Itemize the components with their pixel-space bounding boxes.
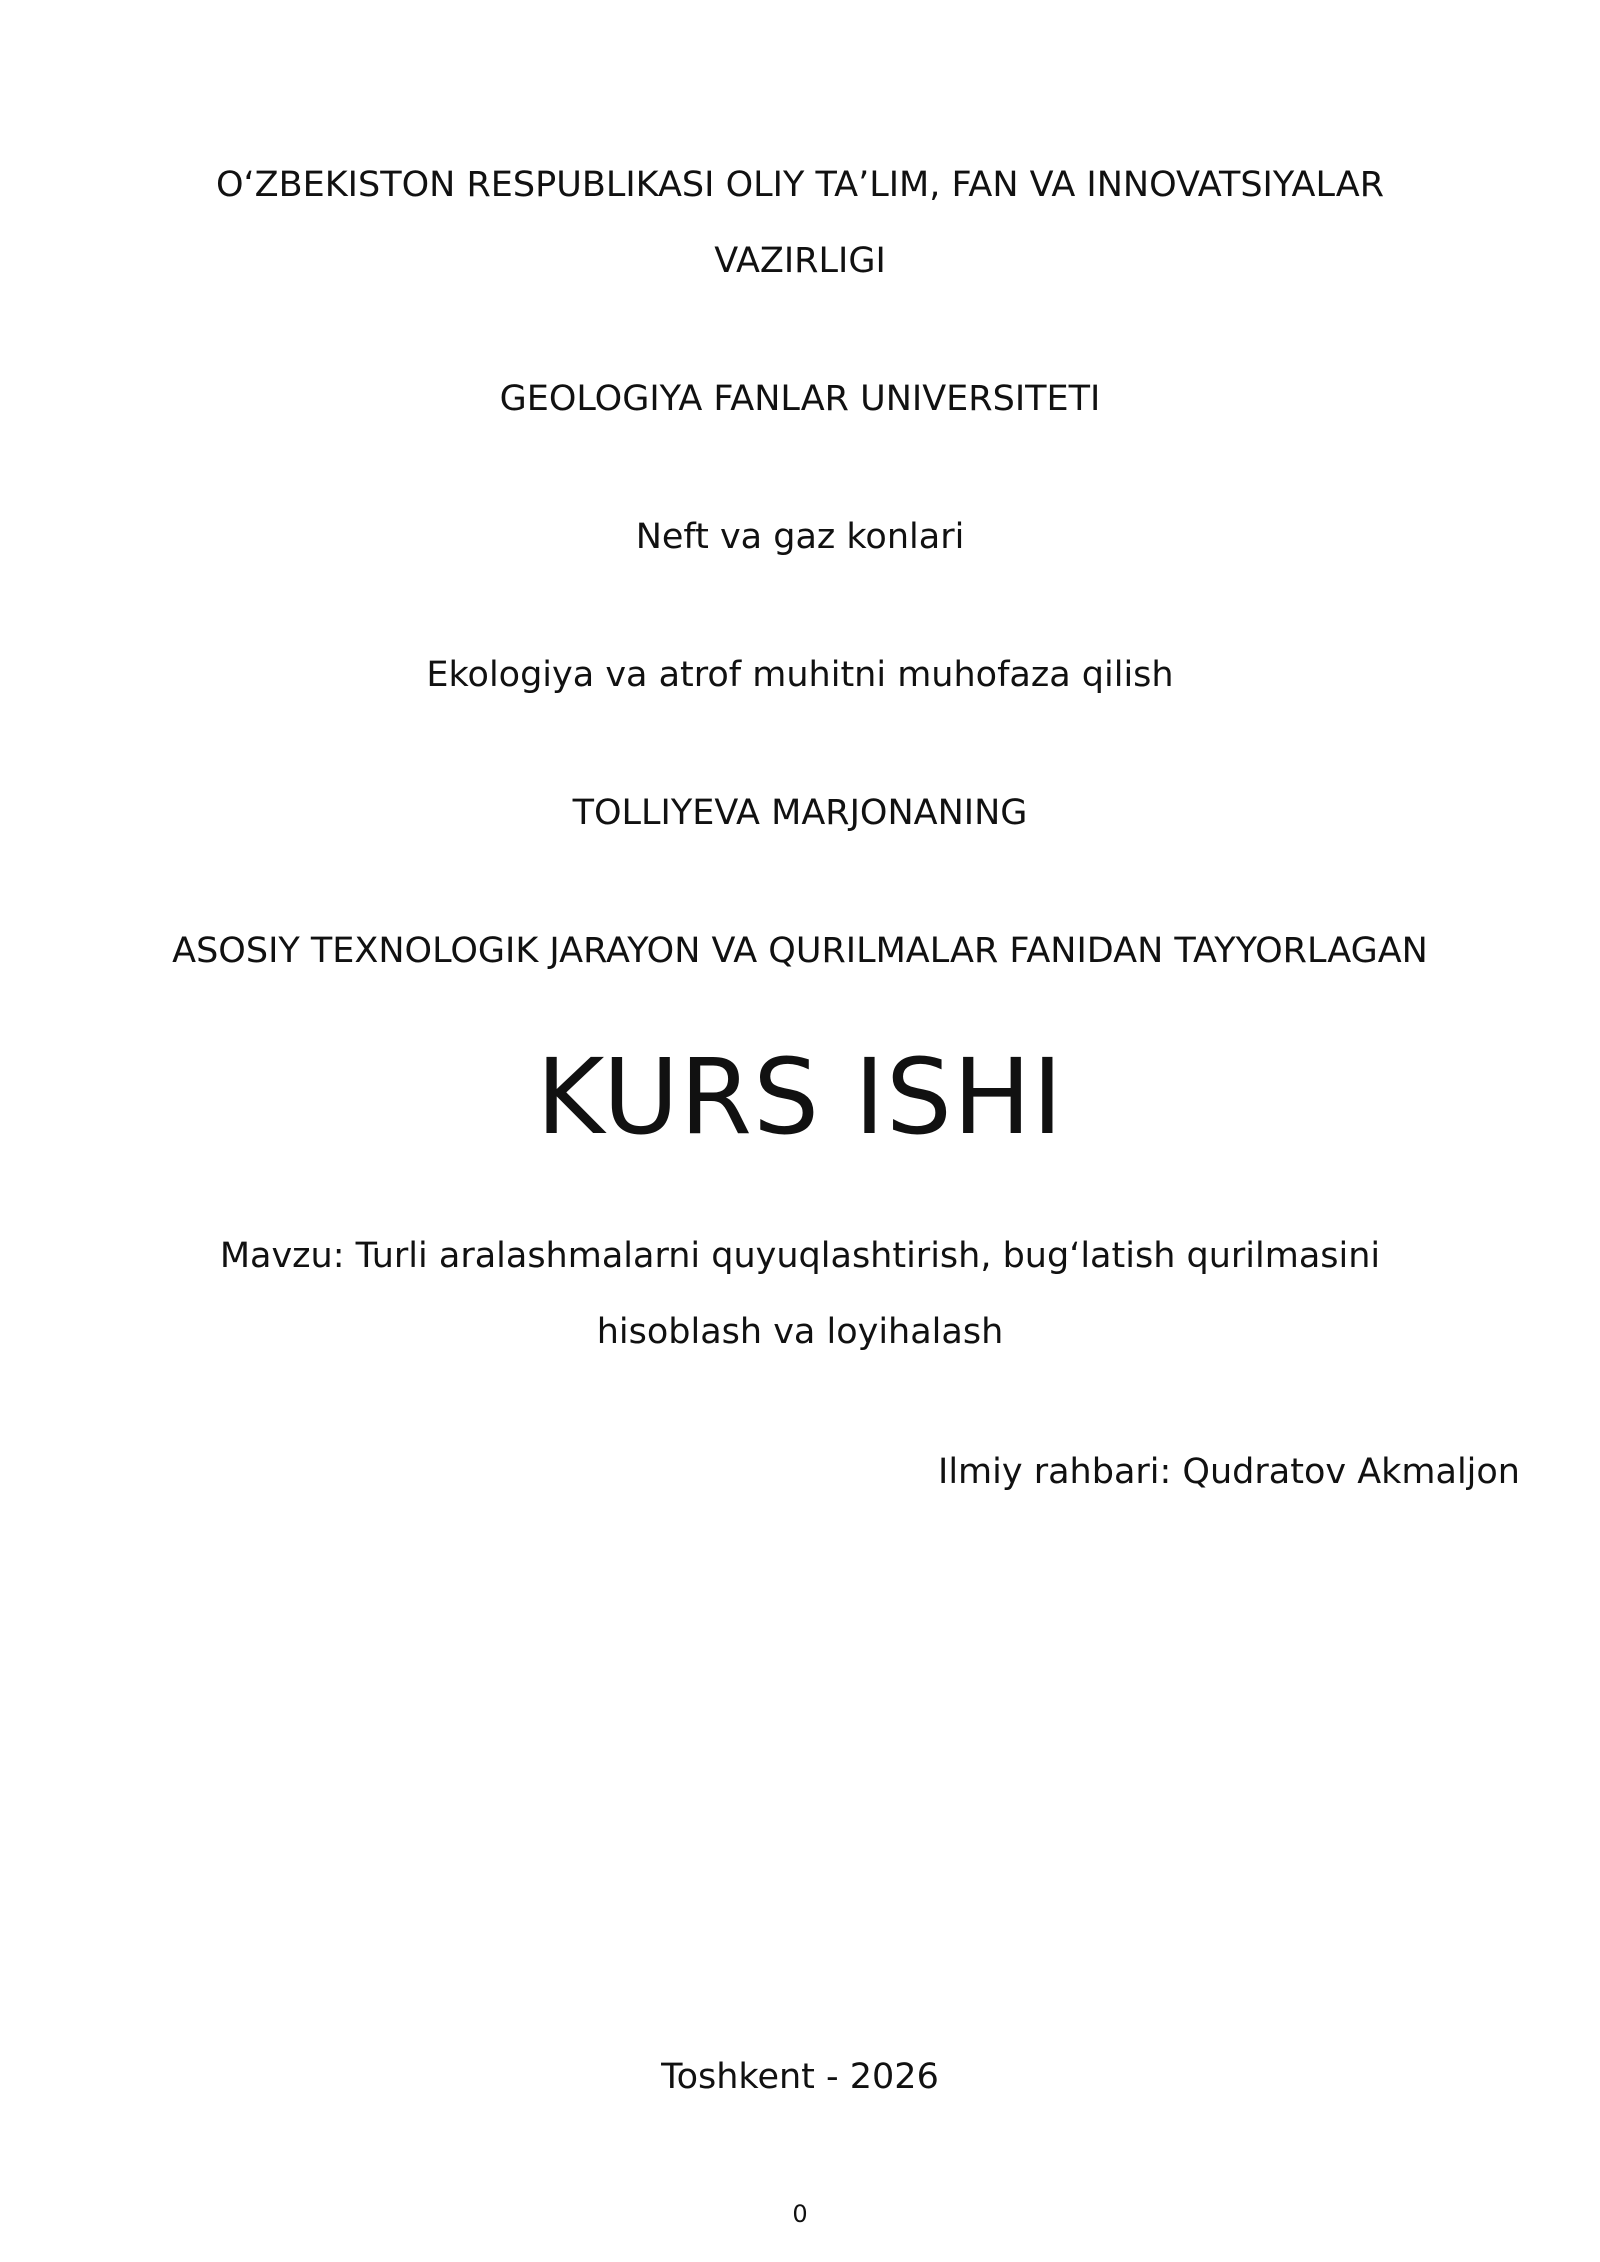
document-title: KURS ISHI [536,1036,1064,1158]
subject-line: ASOSIY TEXNOLOGIK JARAYON VA QURILMALAR FANIDAN TAYYORLAGAN [172,931,1428,971]
department-name: Neft va gaz konlari [635,517,965,557]
ministry-heading-line-2: VAZIRLIGI [714,241,886,281]
ministry-heading-line-1: O‘ZBEKISTON RESPUBLIKASI OLIY TA’LIM, FAN VA INNOVATSIYALAR [215,165,1385,205]
supervisor-line: Ilmiy rahbari: Qudratov Akmaljon [938,1452,1520,1492]
city-year: Toshkent - 2026 [661,2057,939,2097]
student-name: TOLLIYEVA MARJONANING [572,793,1028,833]
topic-line-1: Mavzu: Turli aralashmalarni quyuqlashtirish, bug‘latish qurilmasini [219,1236,1381,1276]
topic-line-2: hisoblash va loyihalash [596,1312,1004,1352]
university-name: GEOLOGIYA FANLAR UNIVERSITETI [499,379,1101,419]
page-number: 0 [792,2200,808,2228]
speciality-name: Ekologiya va atrof muhitni muhofaza qilish [426,655,1174,695]
